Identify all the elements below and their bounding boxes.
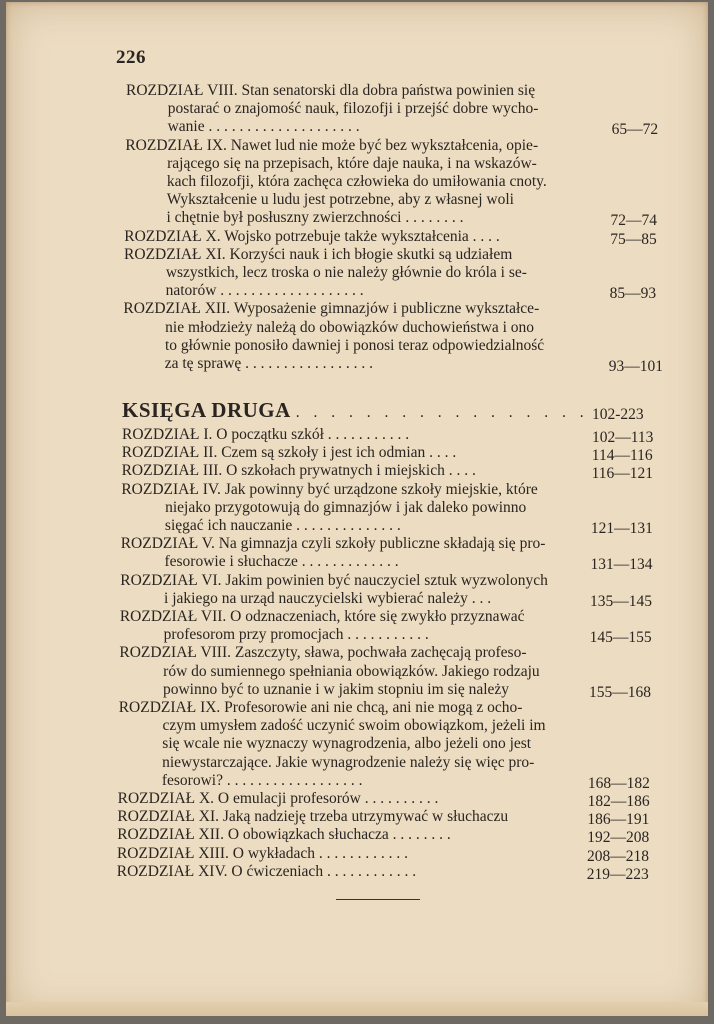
toc-entry-continuation: fesorowie i słuchacze . . . . . . . . . . . . . [164, 553, 399, 571]
toc-entry-title: ROZDZIAŁ IX. Nawet lud nie może być bez wykształcenia, opie- [125, 136, 539, 154]
toc-entry-pages: 155—168 [588, 683, 651, 701]
closing-rule [336, 899, 420, 900]
toc-entry-continuation: za tę sprawę . . . . . . . . . . . . . . . . . [164, 355, 374, 372]
toc-entry-pages: 131—134 [590, 556, 653, 574]
toc-entry-pages: 65—72 [611, 121, 659, 139]
toc-entry-pages: 116—121 [591, 465, 653, 483]
toc-entry-continuation: profesorom przy promocjach . . . . . . . . . . . [163, 626, 429, 644]
book-page [6, 2, 708, 1016]
toc-entry-title: ROZDZIAŁ XIII. O wykładach . . . . . . . . . . . . [116, 844, 408, 862]
toc-entry-continuation: to głównie ponosiło dawniej i ponosi teraz odpowiedzialność [164, 336, 545, 354]
toc-entry-pages: 75—85 [610, 230, 657, 248]
toc-entry-continuation: Wykształcenie u ludu jest potrzebne, aby z własnej woli [166, 191, 514, 209]
toc-entry-continuation: się wcale nie wyznaczy wynagrodzenia, albo jeżeli ono jest [162, 735, 532, 753]
book-heading-leader: . . . . . . . . . . . . . . . . . . [278, 404, 589, 421]
toc-entry-continuation: wanie . . . . . . . . . . . . . . . . . . . . [167, 118, 360, 136]
toc-entry-pages: 121—131 [590, 520, 653, 537]
toc-entry-title: ROZDZIAŁ XIV. O ćwiczeniach . . . . . . . . . . . . [116, 862, 417, 880]
toc-entry-continuation: niewystarczające. Jakie wynagrodzenie należy się więc pro- [162, 753, 535, 771]
toc-entry-pages: 72—74 [610, 212, 657, 230]
toc-entry-title: ROZDZIAŁ XII. Wyposażenie gimnazjów i publiczne wykształce- [123, 300, 540, 318]
toc-entry-pages: 114—116 [591, 447, 653, 465]
toc-entry-title: ROZDZIAŁ X. Wojsko potrzebuje także wykształcenia . . . . [124, 227, 500, 245]
toc-entry-title: ROZDZIAŁ IV. Jak powinny być urządzone szkoły miejskie, które [121, 480, 538, 498]
toc-entry-pages: 186—191 [587, 811, 650, 829]
toc-entry-pages: 168—182 [587, 774, 650, 792]
toc-entry-pages: 85—93 [609, 285, 657, 303]
toc-entry-title: ROZDZIAŁ V. Na gimnazja czyli szkoły publiczne składają się pro- [120, 535, 546, 553]
toc-entry-title: ROZDZIAŁ VIII. Stan senatorski dla dobra państwa powinien się [126, 82, 536, 99]
toc-entry-title: ROZDZIAŁ IX. Profesorowie ani nie chcą, ani nie mogą z ocho- [118, 699, 523, 716]
toc-entry-title: ROZDZIAŁ X. O emulacji profesorów . . . . . . . . . . [117, 790, 439, 807]
toc-entry-pages: 145—155 [589, 629, 652, 647]
toc-entry-pages: 208—218 [586, 847, 649, 865]
toc-entry-continuation: wszystkich, lecz troska o nie należy głównie do króla i se- [165, 264, 527, 281]
toc-entry-continuation: i chętnie był posłuszny zwierzchności . . . . . . . . [166, 209, 464, 227]
toc-entry-pages: 219—223 [586, 865, 649, 883]
toc-entry-continuation: kach filozofji, która zachęca człowieka do umiłowania cnoty. [166, 173, 547, 190]
toc-entry-continuation: fesorowi? . . . . . . . . . . . . . . . . . . [161, 771, 363, 789]
book-heading: KSIĘGA DRUGA [122, 398, 291, 422]
page-number: 226 [116, 47, 146, 68]
toc-entry-title: ROZDZIAŁ XI. Korzyści nauk i ich błogie skutki są udziałem [124, 245, 513, 263]
toc-entry-title: ROZDZIAŁ VIII. Zaszczyty, sława, pochwała zachęcają profeso- [119, 644, 527, 662]
toc-entry-title: ROZDZIAŁ XI. Jaką nadzieję trzeba utrzymywać w słuchaczu [117, 808, 509, 826]
toc-entry-pages: 135—145 [590, 592, 653, 610]
book-heading-pages: 102-223 [592, 406, 644, 423]
toc-entry-continuation: rów do sumiennego spełniania obowiązków. Jakiego rodzaju [163, 662, 540, 680]
toc-entry-continuation: natorów . . . . . . . . . . . . . . . . . . . [165, 282, 364, 300]
toc-entry-continuation: rającego się na przepisach, które daje nauka, i na wskazów- [167, 154, 537, 172]
toc-entry-continuation: czym umysłem zadość uczynić swoim obowiązkom, jeżeli im [162, 717, 546, 735]
toc-entry-title: ROZDZIAŁ III. O szkołach prywatnych i miejskich . . . . [121, 462, 476, 480]
toc-entry-continuation: powinno być to uznanie i w jakim stopniu im się należy [162, 680, 510, 698]
toc-entry-title: ROZDZIAŁ II. Czem są szkoły i jest ich odmian . . . . [121, 444, 457, 462]
toc-entry-continuation: sięgać ich nauczanie . . . . . . . . . . . . . . [164, 517, 401, 534]
toc-entry-continuation: postarać o znajomość nauk, filozofji i przejść dobre wycho- [167, 100, 539, 118]
toc-entry-pages: 93—101 [608, 358, 663, 375]
toc-entry-continuation: niejako przygotowują do gimnazjów i jak daleko powinno [165, 498, 527, 516]
toc-entry-title: ROZDZIAŁ VI. Jakim powinien być nauczyciel sztuk wyzwolonych [120, 571, 548, 589]
toc-entry-title: ROZDZIAŁ I. O początku szkół . . . . . . . . . . . [122, 426, 410, 443]
toc-entry-pages: 102—113 [592, 429, 654, 446]
toc-entry-pages: 192—208 [587, 829, 650, 847]
toc-entry-pages: 182—186 [587, 793, 650, 810]
toc-entry-continuation: i jakiego na urząd nauczycielski wybierać należy . . . [164, 589, 492, 607]
toc-entry-continuation: nie młodzieży należą do obowiązków duchowieństwa i ono [165, 318, 535, 336]
toc-entry-title: ROZDZIAŁ VII. O odznaczeniach, które się zwykło przyznawać [119, 608, 525, 625]
toc-entry-title: ROZDZIAŁ XII. O obowiązkach słuchacza . . . . . . . . [117, 826, 451, 844]
